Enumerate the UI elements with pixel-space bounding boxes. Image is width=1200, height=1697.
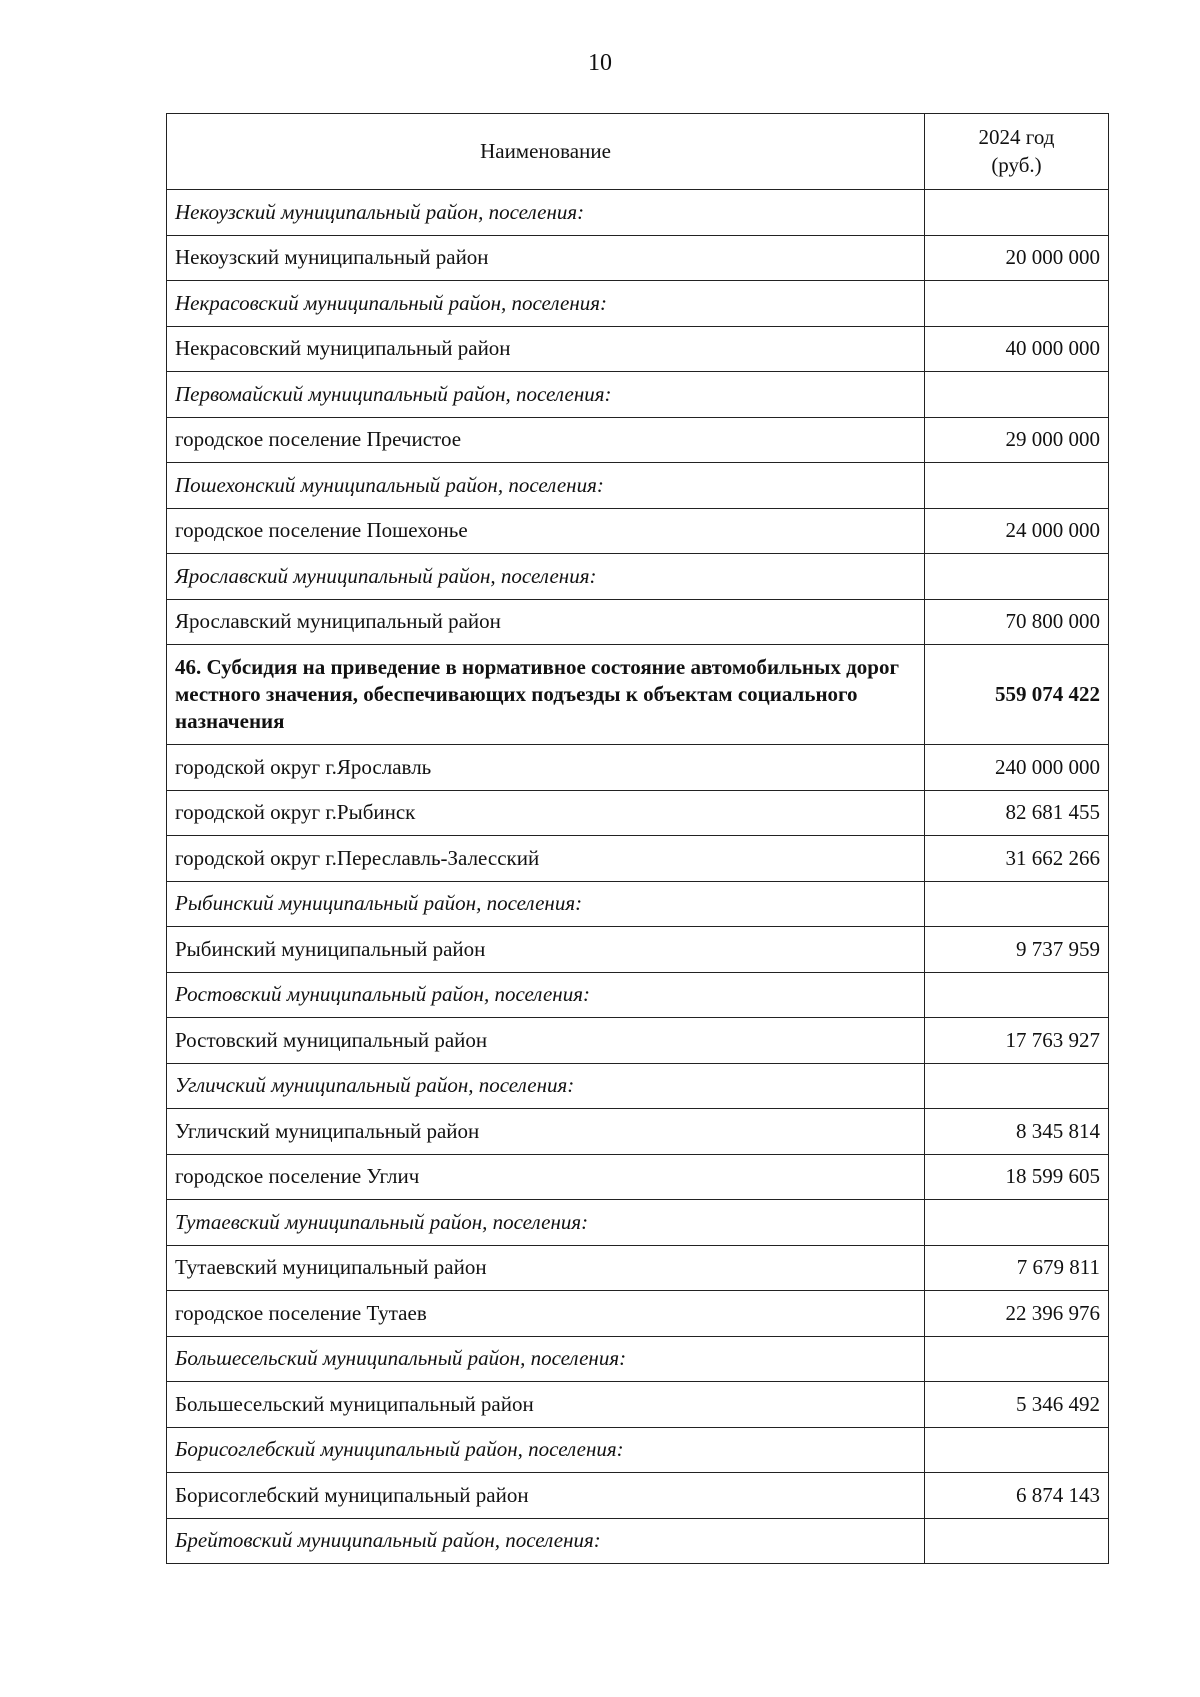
row-value: 20 000 000 [925,235,1109,281]
row-value: 29 000 000 [925,417,1109,463]
header-unit-label: (руб.) [991,152,1042,177]
table-row [167,1291,1109,1337]
row-value: 24 000 000 [925,508,1109,554]
row-name: Ростовский муниципальный район, поселения: [167,972,925,1018]
table-row [167,417,1109,463]
row-name: Большесельский муниципальный район [167,1382,925,1428]
group-row [167,881,1109,927]
row-name: Тутаевский муниципальный район, поселения: [167,1200,925,1246]
table-row [167,1382,1109,1428]
row-name: Некрасовский муниципальный район, поселения: [167,281,925,327]
row-name: городской округ г.Переславль-Залесский [167,836,925,882]
row-name: Пошехонский муниципальный район, поселения: [167,463,925,509]
group-row [167,372,1109,418]
row-name: Ярославский муниципальный район [167,599,925,645]
row-name: Угличский муниципальный район, поселения: [167,1063,925,1109]
row-name: Ростовский муниципальный район [167,1018,925,1064]
row-value [925,372,1109,418]
group-row [167,972,1109,1018]
row-value [925,463,1109,509]
row-value: 5 346 492 [925,1382,1109,1428]
table-row [167,836,1109,882]
group-row [167,1200,1109,1246]
table-row [167,1154,1109,1200]
group-row [167,1518,1109,1564]
page-number: 10 [588,50,612,76]
row-name: городское поселение Пречистое [167,417,925,463]
section-row [167,645,1109,745]
row-value: 559 074 422 [925,645,1109,745]
group-row [167,554,1109,600]
row-name: Тутаевский муниципальный район [167,1245,925,1291]
row-name: Некрасовский муниципальный район [167,326,925,372]
row-value: 18 599 605 [925,1154,1109,1200]
table-row [167,1109,1109,1155]
row-value: 8 345 814 [925,1109,1109,1155]
table-row [167,790,1109,836]
row-name: Большесельский муниципальный район, поселения: [167,1336,925,1382]
row-value: 240 000 000 [925,745,1109,791]
header-name: Наименование [167,114,925,190]
row-value [925,281,1109,327]
row-name: Ярославский муниципальный район, поселения: [167,554,925,600]
row-value: 82 681 455 [925,790,1109,836]
table-row [167,599,1109,645]
row-value [925,972,1109,1018]
row-value: 7 679 811 [925,1245,1109,1291]
row-name: Рыбинский муниципальный район [167,927,925,973]
row-name: городское поселение Тутаев [167,1291,925,1337]
row-value [925,1200,1109,1246]
table-header-row [167,114,1109,190]
row-name: городское поселение Пошехонье [167,508,925,554]
row-name: Угличский муниципальный район [167,1109,925,1155]
table-row [167,235,1109,281]
table-row [167,1018,1109,1064]
row-name: 46. Субсидия на приведение в нормативное состояние автомобильных дорог местного значения, обеспечивающих подъезды к объектам социального назначения [167,645,925,745]
header-year-label: 2024 год [978,125,1055,150]
subsidy-table [166,113,1109,1564]
row-value [925,190,1109,236]
row-value: 40 000 000 [925,326,1109,372]
row-value [925,1518,1109,1564]
row-name: Рыбинский муниципальный район, поселения: [167,881,925,927]
group-row [167,1063,1109,1109]
table-row [167,745,1109,791]
row-name: Борисоглебский муниципальный район, поселения: [167,1427,925,1473]
row-name: Первомайский муниципальный район, поселения: [167,372,925,418]
group-row [167,190,1109,236]
group-row [167,1336,1109,1382]
row-name: городской округ г.Рыбинск [167,790,925,836]
row-name: городское поселение Углич [167,1154,925,1200]
row-name: Некоузский муниципальный район, поселения: [167,190,925,236]
row-name: городской округ г.Ярославль [167,745,925,791]
table-row [167,326,1109,372]
row-value: 70 800 000 [925,599,1109,645]
table-row [167,927,1109,973]
row-name: Некоузский муниципальный район [167,235,925,281]
row-name: Брейтовский муниципальный район, поселения: [167,1518,925,1564]
table-body [167,190,1109,1564]
table-row [167,1473,1109,1519]
row-name: Борисоглебский муниципальный район [167,1473,925,1519]
row-value [925,1063,1109,1109]
row-value: 17 763 927 [925,1018,1109,1064]
row-value [925,554,1109,600]
header-year [925,114,1109,190]
row-value: 9 737 959 [925,927,1109,973]
group-row [167,281,1109,327]
row-value [925,1336,1109,1382]
row-value: 22 396 976 [925,1291,1109,1337]
row-value: 6 874 143 [925,1473,1109,1519]
group-row [167,463,1109,509]
row-value [925,881,1109,927]
table-row [167,508,1109,554]
row-value [925,1427,1109,1473]
table-row [167,1245,1109,1291]
row-value: 31 662 266 [925,836,1109,882]
group-row [167,1427,1109,1473]
